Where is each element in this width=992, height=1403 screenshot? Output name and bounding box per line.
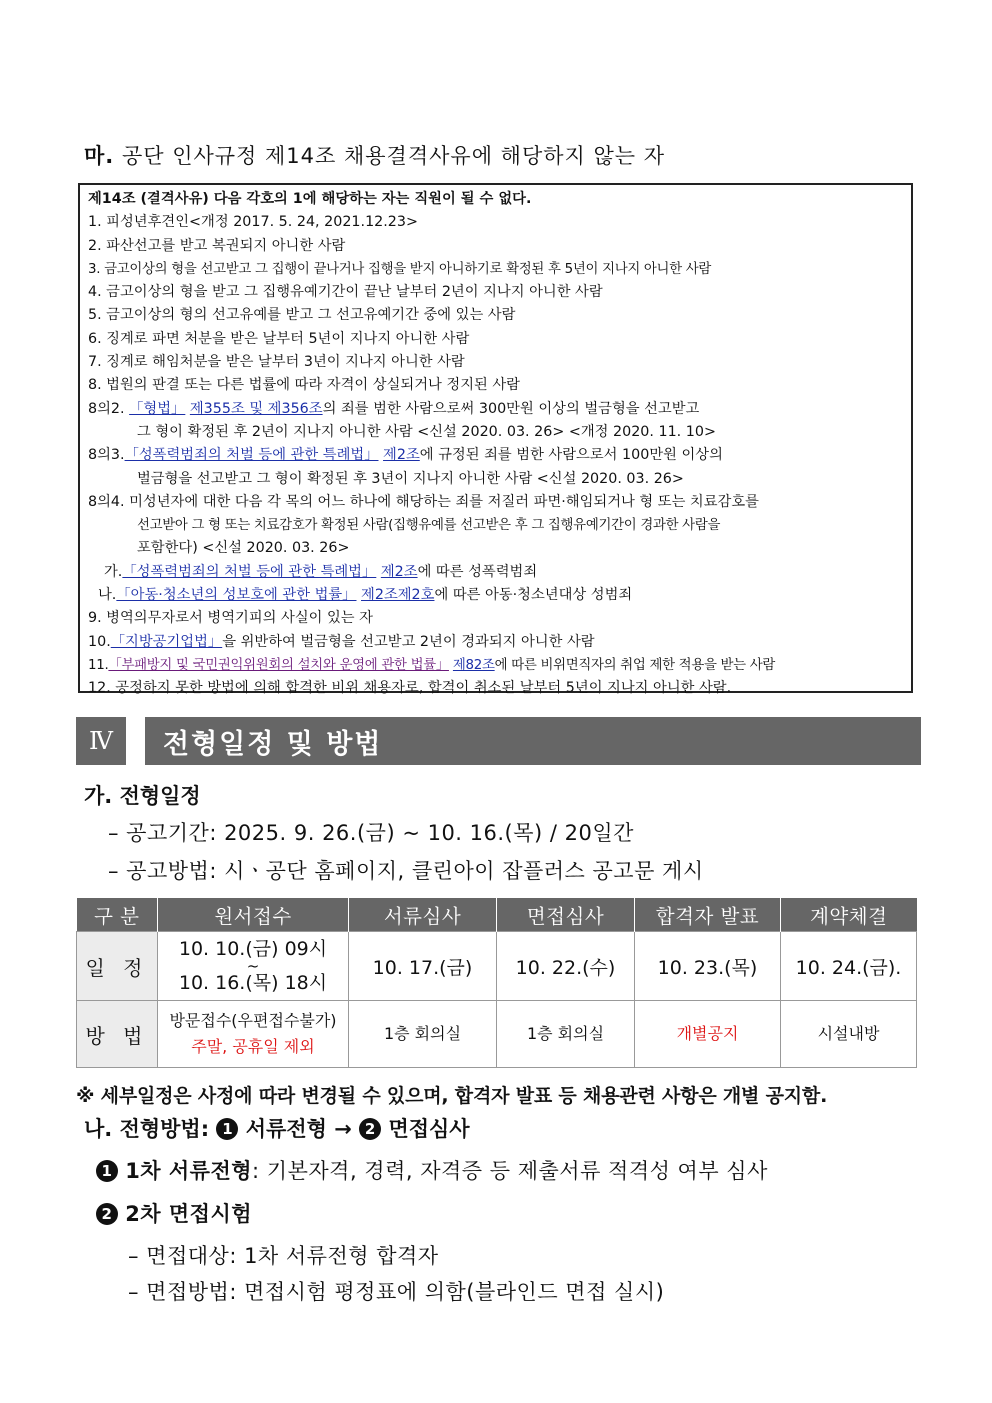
apply-end: 10. 16.(목) 18시 bbox=[178, 971, 328, 994]
step1-line bbox=[96, 1155, 768, 1185]
step2-short: 면접심사 bbox=[388, 1117, 470, 1141]
step1-title: 1차 서류전형 bbox=[125, 1159, 253, 1183]
section-ma-text: 공단 인사규정 제14조 채용결격사유에 해당하지 않는 자 bbox=[121, 144, 666, 168]
notice-period: – 공고기간: 2025. 9. 26.(금) ~ 10. 16.(목) / 20일간 bbox=[108, 821, 634, 845]
cell-announce-date: 10. 23.(목) bbox=[635, 932, 781, 1001]
item8-4-prefix: 8의4. bbox=[88, 493, 125, 510]
article14-title: 제14조 (결격사유) 다음 각호의 1에 해당하는 자는 직원이 될 수 없다. bbox=[88, 191, 532, 207]
item-na-rest: 에 따른 아동·청소년대상 성범죄 bbox=[434, 587, 633, 604]
row-label-schedule: 일 정 bbox=[77, 932, 158, 1001]
article-link-355-356[interactable]: 제355조 및 제356조 bbox=[189, 400, 323, 417]
article-link-2-2[interactable]: 제2조제2호 bbox=[361, 587, 435, 604]
header-announcement: 합격자 발표 bbox=[635, 898, 781, 932]
header-contract: 계약체결 bbox=[781, 898, 917, 932]
article14-item4: 4. 금고이상의 형을 받고 그 집행유예기간이 끝난 날부터 2년이 지나지 아니한 사람 bbox=[88, 284, 603, 301]
apply-note: 주말, 공휴일 제외 bbox=[191, 1037, 315, 1056]
law-link-local-enterprise-act[interactable]: 「지방공기업법」 bbox=[110, 633, 223, 650]
cell-doc-review-date: 10. 17.(금) bbox=[349, 932, 497, 1001]
article14-item8-4 bbox=[88, 491, 903, 514]
step2-title: 2차 면접시험 bbox=[125, 1202, 253, 1226]
item10-rest: 을 위반하여 벌금형을 선고받고 2년이 경과되지 아니한 사람 bbox=[222, 633, 595, 650]
article14-item11 bbox=[88, 654, 903, 677]
table-header-row bbox=[77, 898, 917, 932]
step2-line bbox=[96, 1198, 252, 1228]
law-link-sexual-violence-act-2[interactable]: 「성폭력범죄의 처벌 등에 관한 특례법」 bbox=[122, 563, 377, 580]
arrow-icon: → bbox=[334, 1117, 352, 1141]
step1-circle-b: 1 bbox=[96, 1160, 118, 1182]
article14-item-na bbox=[88, 584, 903, 607]
article14-item5: 5. 금고이상의 형의 선고유예를 받고 그 선고유예기간 중에 있는 사람 bbox=[88, 307, 516, 324]
interview-target: – 면접대상: 1차 서류전형 합격자 bbox=[128, 1244, 439, 1268]
article14-item7: 7. 징계로 해임처분을 받은 날부터 3년이 지나지 아니한 사람 bbox=[88, 354, 465, 371]
article-link-2[interactable]: 제2조 bbox=[383, 447, 420, 464]
step1-circle: 1 bbox=[216, 1118, 238, 1140]
item-ga-prefix: 가. bbox=[104, 563, 123, 580]
item8-3-rest: 에 규정된 죄를 범한 사람으로서 100만원 이상의 bbox=[419, 447, 723, 464]
item11-prefix: 11. bbox=[88, 657, 109, 673]
article14-item8-2 bbox=[88, 398, 903, 421]
cell-application-date bbox=[158, 932, 349, 1001]
article14-item8-4-cont1: 선고받아 그 형 또는 치료감호가 확정된 사람(집행유예를 선고받은 후 그 집행유예기간이 경과한 사람을 bbox=[137, 518, 721, 534]
article14-item10 bbox=[88, 631, 903, 654]
section-ma-label: 마. bbox=[84, 144, 115, 168]
step2-circle-b: 2 bbox=[96, 1203, 118, 1225]
interview-method: – 면접방법: 면접시험 평정표에 의함(블라인드 면접 실시) bbox=[128, 1280, 665, 1304]
article14-item8-3-cont: 벌금형을 선고받고 그 형이 확정된 후 3년이 지나지 아니한 사람 <신설 2020. 03. 26> bbox=[137, 470, 684, 487]
item8-4-text: 미성년자에 대한 다음 각 목의 어느 하나에 해당하는 죄를 저질러 파면·해임되거나 형 또는 치료감호를 bbox=[129, 493, 759, 510]
law-link-criminal-act[interactable]: 「형법」 bbox=[129, 400, 186, 417]
header-interview: 면접심사 bbox=[497, 898, 635, 932]
article14-item8-4-cont2: 포함한다) <신설 2020. 03. 26> bbox=[137, 540, 350, 557]
cell-interview-date: 10. 22.(수) bbox=[497, 932, 635, 1001]
article14-item2: 2. 파산선고를 받고 복권되지 아니한 사람 bbox=[88, 237, 346, 254]
header-category: 구 분 bbox=[77, 898, 158, 932]
step1-desc: : 기본자격, 경력, 자격증 등 제출서류 적격성 여부 심사 bbox=[252, 1159, 768, 1183]
article14-item12: 12. 공정하지 못한 방법에 의해 합격한 비위 채용자로, 합격이 취소된 날부터 5년이 지나지 아니한 사람. bbox=[88, 680, 732, 697]
article14-item9: 9. 병역의무자로서 병역기피의 사실이 있는 자 bbox=[88, 610, 373, 627]
method-heading bbox=[84, 1113, 470, 1143]
law-link-anti-corruption-act[interactable]: 「부패방지 및 국민권익위원회의 설치와 운영에 관한 법률」 bbox=[108, 657, 449, 673]
item8-2-prefix: 8의2. bbox=[88, 400, 125, 417]
article14-item8: 8. 법원의 판결 또는 다른 법률에 따라 자격이 상실되거나 정지된 사람 bbox=[88, 377, 520, 394]
header-doc-review: 서류심사 bbox=[349, 898, 497, 932]
section4-number: Ⅳ bbox=[76, 717, 126, 765]
article14-item1: 1. 피성년후견인<개정 2017. 5. 24, 2021.12.23> bbox=[88, 214, 418, 231]
schedule-heading: 가. 전형일정 bbox=[84, 784, 201, 808]
article14-item6: 6. 징계로 파면 처분을 받은 날부터 5년이 지나지 아니한 사람 bbox=[88, 330, 470, 347]
section-ma-heading bbox=[84, 140, 665, 170]
row-label-method: 방 법 bbox=[77, 1001, 158, 1068]
table-row bbox=[77, 932, 917, 1001]
item-na-prefix: 나. bbox=[98, 587, 117, 604]
item8-2-rest: 의 죄를 범한 사람으로써 300만원 이상의 벌금형을 선고받고 bbox=[322, 400, 700, 417]
table-row bbox=[77, 1001, 917, 1068]
cell-doc-method: 1층 회의실 bbox=[349, 1001, 497, 1068]
article14-box bbox=[78, 183, 913, 697]
method-heading-prefix: 나. 전형방법: bbox=[84, 1117, 210, 1141]
apply-tilde: ~ bbox=[246, 956, 260, 975]
notice-method: – 공고방법: 시ㆍ공단 홈페이지, 클린아이 잡플러스 공고문 게시 bbox=[108, 859, 704, 883]
apply-method: 방문접수(우편접수불가) bbox=[169, 1011, 337, 1030]
article14-item8-2-cont: 그 형이 확정된 후 2년이 지나지 아니한 사람 <신설 2020. 03. 26> <개정 2020. 11. 10> bbox=[137, 423, 716, 440]
section4-title: 전형일정 및 방법 bbox=[145, 717, 921, 765]
step2-circle: 2 bbox=[359, 1118, 381, 1140]
article-link-82[interactable]: 제82조 bbox=[452, 657, 495, 673]
cell-contract-date: 10. 24.(금). bbox=[781, 932, 917, 1001]
cell-contract-method: 시설내방 bbox=[781, 1001, 917, 1068]
law-link-youth-protection-act[interactable]: 「아동·청소년의 성보호에 관한 법률」 bbox=[116, 587, 357, 604]
cell-announce-method: 개별공지 bbox=[635, 1001, 781, 1068]
schedule-table bbox=[76, 898, 917, 1068]
step1-short: 서류전형 bbox=[245, 1117, 327, 1141]
law-link-sexual-violence-act[interactable]: 「성폭력범죄의 처벌 등에 관한 특례법」 bbox=[124, 447, 379, 464]
header-application: 원서접수 bbox=[158, 898, 349, 932]
item-ga-rest: 에 따른 성폭력범죄 bbox=[417, 563, 538, 580]
cell-application-method bbox=[158, 1001, 349, 1068]
schedule-note: ※ 세부일정은 사정에 따라 변경될 수 있으며, 합격자 발표 등 채용관련 사항은 개별 공지함. bbox=[76, 1085, 828, 1107]
item8-3-prefix: 8의3. bbox=[88, 447, 125, 464]
cell-interview-method: 1층 회의실 bbox=[497, 1001, 635, 1068]
item10-prefix: 10. bbox=[88, 633, 111, 650]
article14-item3: 3. 금고이상의 형을 선고받고 그 집행이 끝나거나 집행을 받지 아니하기로 확정된 후 5년이 지나지 아니한 사람 bbox=[88, 261, 712, 277]
apply-start: 10. 10.(금) 09시 bbox=[178, 937, 328, 960]
article14-item-ga bbox=[88, 561, 903, 584]
item11-rest: 에 따른 비위면직자의 취업 제한 적용을 받는 사람 bbox=[494, 657, 776, 673]
article14-item8-3 bbox=[88, 444, 903, 467]
article-link-2b[interactable]: 제2조 bbox=[380, 563, 418, 580]
